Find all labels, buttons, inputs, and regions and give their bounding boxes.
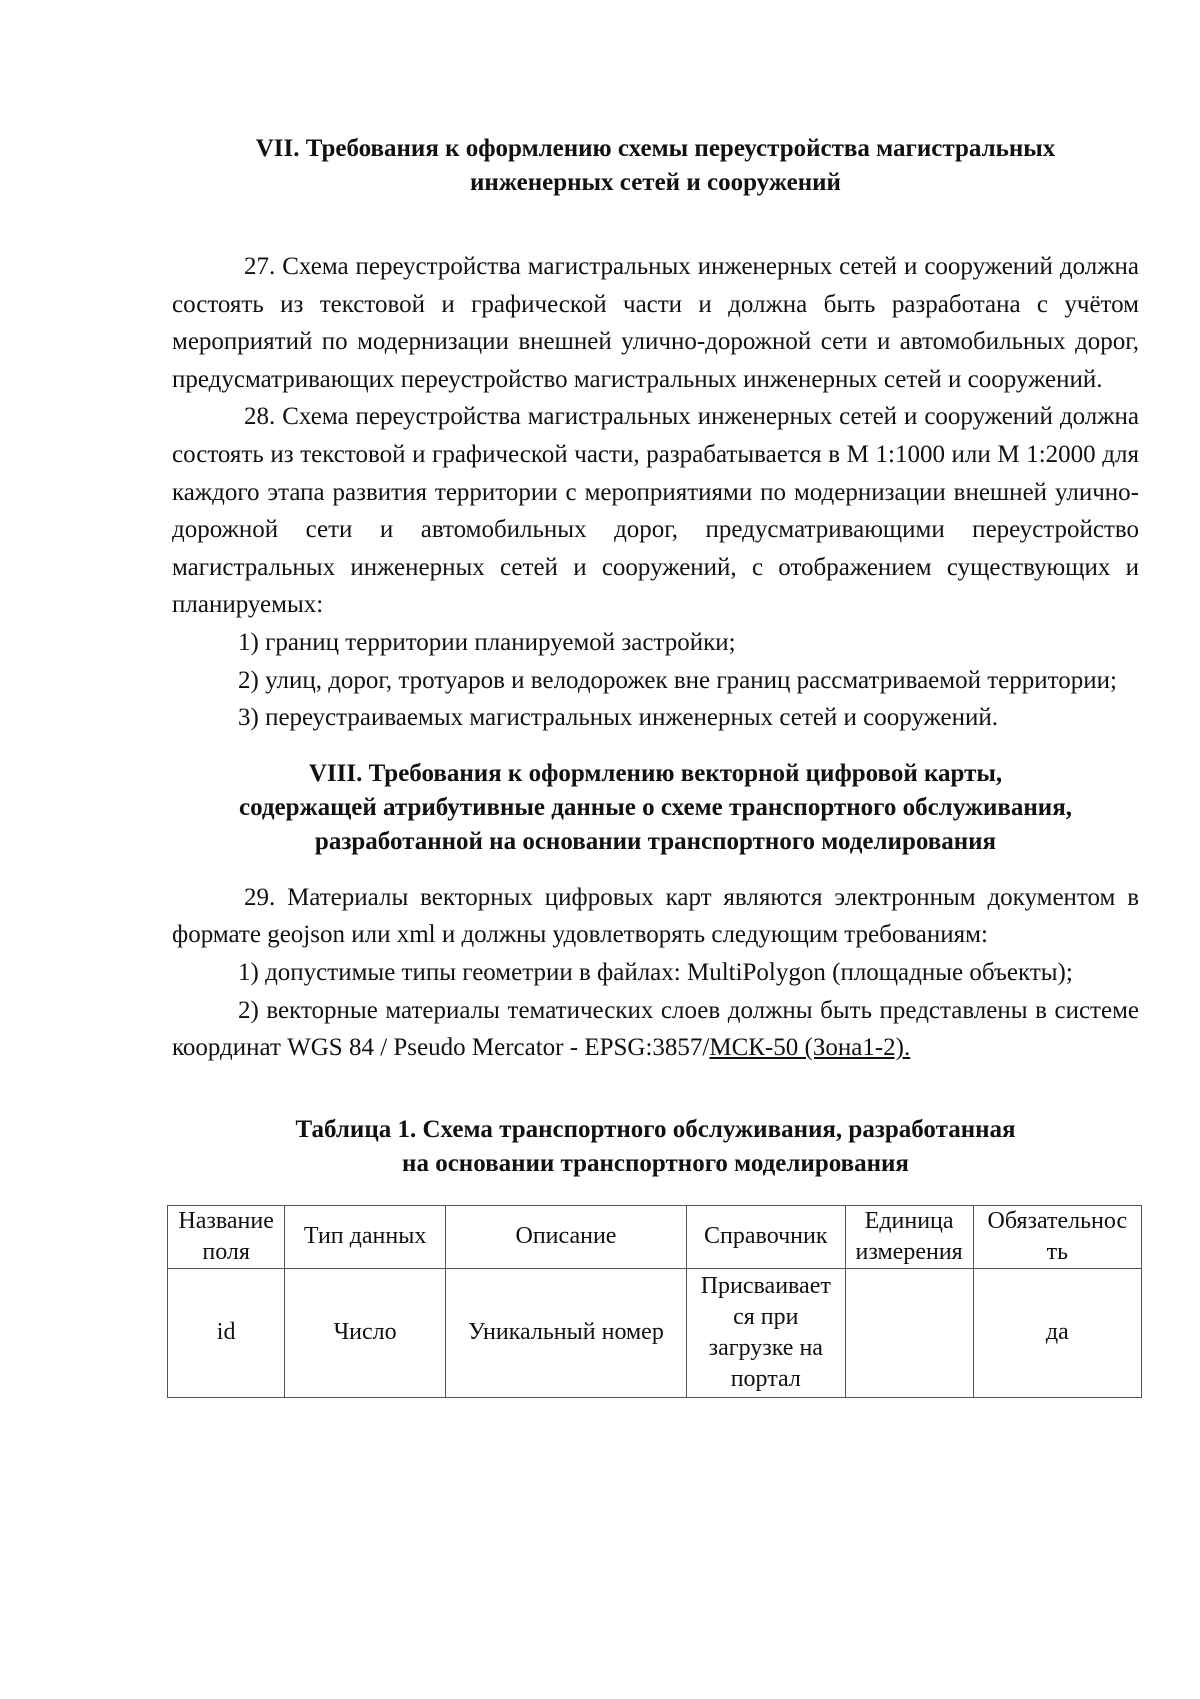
section-7-heading-line2: инженерных сетей и сооружений: [470, 169, 841, 196]
cell-mandatory: да: [973, 1268, 1141, 1397]
list-item-3: 3) переустраиваемых магистральных инженерных сетей и сооружений.: [238, 704, 999, 732]
table-1-caption-line1: Таблица 1. Схема транспортного обслуживания, разработанная: [295, 1115, 1016, 1143]
header-field-name: Название поля: [168, 1205, 285, 1268]
cell-unit: [845, 1268, 973, 1397]
cell-data-type: Число: [285, 1268, 446, 1397]
header-reference: Справочник: [687, 1205, 846, 1268]
header-data-type: Тип данных: [285, 1205, 446, 1268]
section-8-heading: [172, 757, 1139, 859]
section-8-heading-line2: содержащей атрибутивные данные о схеме транспортного обслуживания,: [239, 793, 1072, 821]
header-mandatory: Обязательнос ть: [973, 1205, 1141, 1268]
table-header-row: [168, 1205, 1142, 1268]
cell-reference: Присваивает ся при загрузке на портал: [687, 1268, 846, 1397]
table-1-caption-line2: на основании транспортного моделирования: [402, 1149, 909, 1177]
section-8-heading-line3: разработанной на основании транспортного моделирования: [314, 827, 997, 855]
paragraph-29: 29. Материалы векторных цифровых карт являются электронным документом в формате geojson или xml и должны удовлетворять следующим требованиям:: [172, 883, 1139, 949]
paragraph-27: 27. Схема переустройства магистральных инженерных сетей и сооружений должна состоять из текстовой и графической части и должна быть разработана с учётом мероприятий по модернизации внешней улично-дорожной сети и автомобильных дорог, предусматривающих переустройство магистральных инженерных сетей и сооружений.: [172, 253, 1139, 393]
section-7-heading: [172, 132, 1139, 200]
table-row: [168, 1268, 1142, 1397]
document-content: [172, 132, 1139, 1398]
paragraph-28: 28. Схема переустройства магистральных инженерных сетей и сооружений должна состоять из текстовой и графической части, разрабатывается в М 1:1000 или М 1:2000 для каждого этапа развития территории с мероприятиями по модернизации внешней улично-дорожной сети и автомобильных дорог, предусматривающими переустройство магистральных инженерных сетей и сооружений, с отображением существующих и планируемых:: [172, 403, 1139, 619]
list-item-1: 1) границ территории планируемой застройки;: [238, 628, 736, 656]
header-description: Описание: [445, 1205, 686, 1268]
coordinate-system-text: 2) векторные материалы тематических слоев должны быть представлены в системе координат WGS 84 / Pseudo Mercator - EPSG:3857/: [172, 996, 1139, 1062]
coordinate-system-item: [172, 992, 1139, 1067]
transport-schema-table: [167, 1205, 1142, 1398]
msk50-zone-text: МСК-50 (Зона1-2).: [709, 1034, 911, 1062]
table-1-caption: [172, 1113, 1139, 1181]
cell-description: Уникальный номер: [445, 1268, 686, 1397]
geometry-types-item: 1) допустимые типы геометрии в файлах: MultiPolygon (площадные объекты);: [238, 958, 1073, 986]
cell-field-name: id: [168, 1268, 285, 1397]
section-8-heading-line1: VIII. Требования к оформлению векторной цифровой карты,: [308, 759, 1003, 787]
header-unit: Единица измерения: [845, 1205, 973, 1268]
section-7-heading-line1: VII. Требования к оформлению схемы переустройства магистральных: [255, 135, 1056, 162]
list-item-2: 2) улиц, дорог, тротуаров и велодорожек вне границ рассматриваемой территории;: [238, 666, 1117, 694]
